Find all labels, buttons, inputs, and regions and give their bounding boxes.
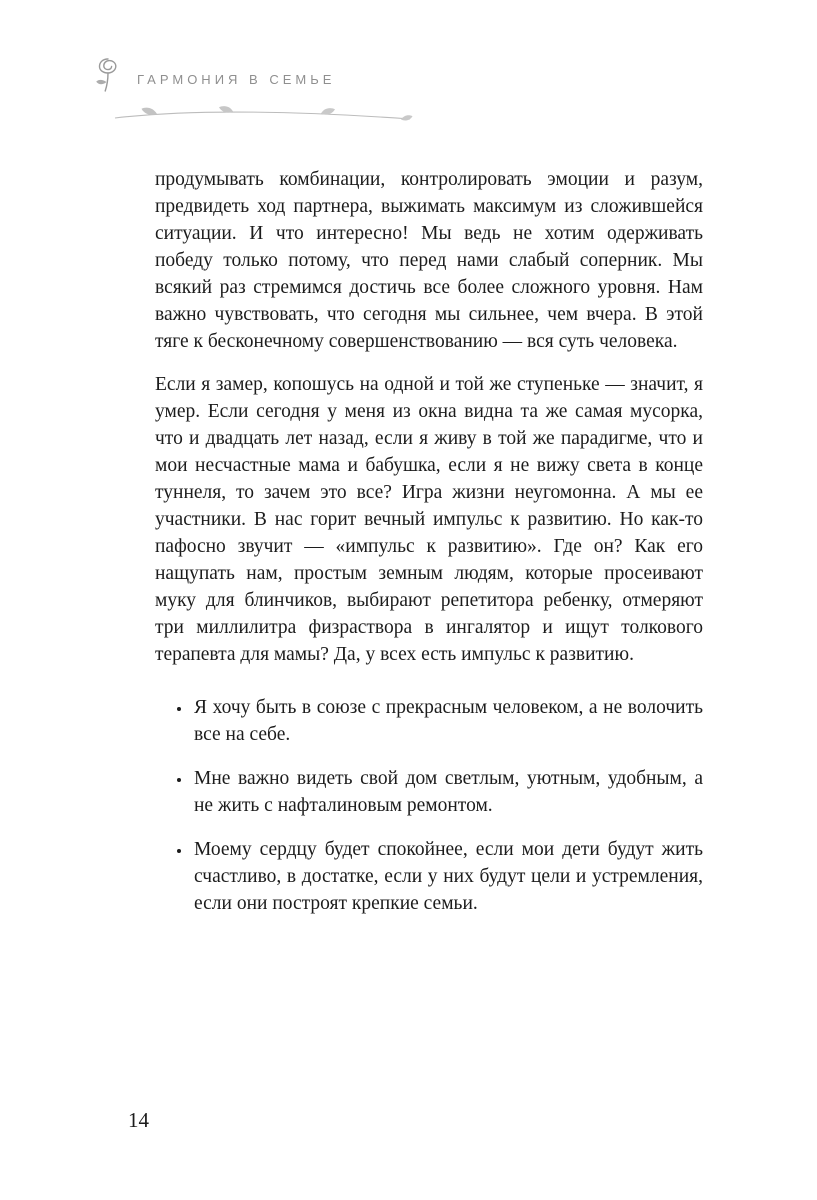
list-item-text: Моему сердцу будет спокойнее, если мои дети будут жить счастливо, в достатке, если у них будут цели и устремления, если они построят крепкие семьи. <box>194 839 703 914</box>
paragraph-1: продумывать комбинации, контролировать эмоции и разум, предвидеть ход партнера, выжимать максимум из сложившейся ситуации. И что интересно! Мы ведь не хотим одерживать победу только потому, что перед нами слабый соперник. Мы всякий раз стремимся достичь все более сложного уровня. Нам важно чувствовать, что сегодня мы сильнее, чем вчера. В этой тяге к бесконечному совершенствованию — вся суть человека. <box>155 169 703 352</box>
rose-icon <box>93 56 123 99</box>
header-row <box>93 56 413 99</box>
page-content <box>155 166 703 934</box>
chapter-title: ГАРМОНИЯ В СЕМЬЕ <box>137 72 336 87</box>
paragraph-2: Если я замер, копошусь на одной и той же ступеньке — значит, я умер. Если сегодня у меня из окна видна та же самая мусорка, что и двадцать лет назад, если я живу в той же парадигме, что и мои несчастные мама и бабушка, если я не вижу света в конце туннеля, то зачем это все? Игра жизни неугомонна. А мы ее участники. В нас горит вечный импульс к развитию. Но как-то пафосно звучит — «импульс к развитию». Где он? Как его нащупать нам, простым земным людям, которые просеивают муку для блинчиков, выбирают репетитора ребенку, отмеряют три миллилитра физраствора в ингалятор и ищут толкового терапевта для мамы? Да, у всех есть импульс к развитию. <box>155 374 703 665</box>
list-item-text: Мне важно видеть свой дом светлым, уютным, удобным, а не жить с нафталиновым ремонтом. <box>194 768 703 816</box>
page-footer <box>128 1108 149 1133</box>
list-item <box>192 836 703 917</box>
list-item <box>192 694 703 748</box>
page-number: 14 <box>128 1108 149 1132</box>
list-item <box>192 765 703 819</box>
list-item-text: Я хочу быть в союзе с прекрасным человеком, а не волочить все на себе. <box>194 697 703 745</box>
branch-flourish-icon <box>113 105 413 125</box>
bullet-list <box>155 694 703 917</box>
page-header <box>93 56 413 125</box>
